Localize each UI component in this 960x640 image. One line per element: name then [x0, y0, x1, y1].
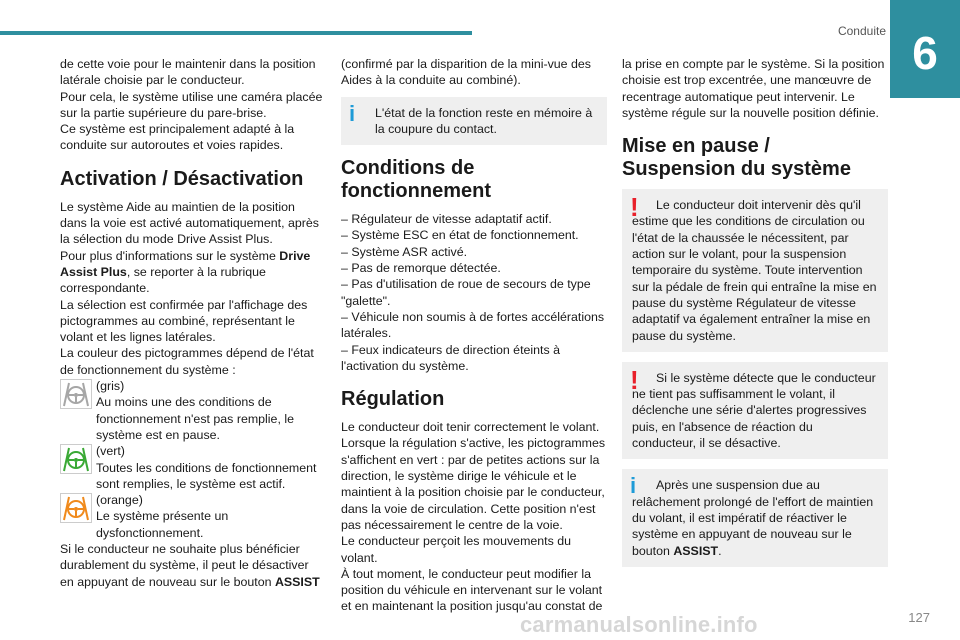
- paragraph-reg-1: Le conducteur doit tenir correctement le volant.: [341, 420, 600, 435]
- steering-wheel-lanes-gray-icon: [60, 379, 92, 409]
- state-green-label: (vert): [96, 444, 125, 459]
- steering-wheel-lanes-green-icon: [60, 444, 92, 474]
- paragraph-reg-4: À tout moment, le conducteur peut modifier la position du véhicule en intervenant sur le volant et en maintenant la position jusqu'au constat de: [341, 566, 603, 614]
- list-item: – Feux indicateurs de direction éteints à l'activation du système.: [341, 342, 561, 373]
- column-3: [622, 56, 888, 577]
- paragraph-more-info: Pour plus d'informations sur le système Drive Assist Plus, se reporter à la rubrique correspondante.: [60, 248, 311, 296]
- list-item: – Pas d'utilisation de roue de secours de type "galette".: [341, 277, 591, 308]
- state-green-text: Toutes les conditions de fonctionnement sont remplies, le système est actif.: [96, 460, 317, 491]
- chapter-tab: 6: [890, 0, 960, 98]
- watermark: carmanualsonline.info: [520, 612, 758, 637]
- intro-line-1: de cette voie pour le maintenir dans la position latérale choisie par le conducteur.: [60, 57, 316, 88]
- info-note-text: Après une suspension due au relâchement prolongé de l'effort de maintien du volant, il est impératif de réactiver le système en appuyant de nouveau sur le bouton ASSIST.: [632, 478, 874, 558]
- list-item: – Véhicule non soumis à de fortes accélérations latérales.: [341, 309, 605, 341]
- intro-line-3: Ce système est principalement adapté à la conduite sur autoroutes et voies rapides.: [60, 122, 295, 153]
- conditions-list: [341, 211, 607, 374]
- paragraph-reg-3: Le conducteur perçoit les mouvements du volant.: [341, 534, 572, 565]
- heading-pause: Mise en pause / Suspension du système: [622, 135, 851, 181]
- list-item: – Régulateur de vitesse adaptatif actif.: [341, 212, 552, 227]
- list-item: – Pas de remorque détectée.: [341, 261, 501, 276]
- warning-note-text: Si le système détecte que le conducteur ne tient pas suffisamment le volant, il déclenche une série d'alertes progressives puis, en l'absence de réaction du conducteur, il se désactive.: [632, 370, 876, 451]
- info-note-reactivate: [622, 469, 888, 566]
- assist-button-label: ASSIST: [673, 543, 719, 558]
- page-number: 127: [908, 610, 930, 625]
- state-gray: [60, 378, 324, 443]
- section-title: Conduite: [837, 24, 886, 38]
- warning-note-hands: [622, 362, 888, 459]
- column-1: [60, 56, 324, 590]
- state-gray-label: (gris): [96, 379, 125, 394]
- heading-activation: Activation / Désactivation: [60, 167, 304, 190]
- state-orange-text: Le système présente un dysfonctionnement.: [96, 509, 229, 540]
- heading-conditions: Conditions de fonctionnement: [341, 157, 491, 203]
- state-green: [60, 443, 324, 492]
- intro-line-2: Pour cela, le système utilise une caméra placée sur la partie supérieure du pare-brise.: [60, 89, 323, 120]
- list-item: – Système ESC en état de fonctionnement.: [341, 228, 579, 243]
- paragraph-confirmed: (confirmé par la disparition de la mini-vue des Aides à la conduite au combiné).: [341, 57, 591, 88]
- heading-regulation: Régulation: [341, 388, 445, 411]
- steering-wheel-lanes-orange-icon: [60, 493, 92, 523]
- drive-assist-plus-label: Drive Assist Plus: [60, 248, 311, 279]
- state-orange-label: (orange): [96, 493, 143, 508]
- paragraph-reg-2: Lorsque la régulation s'active, les pictogrammes s'affichent en vert : par de petites actions sur la direction, le système dirige le véhicule et le maintient à la position choisie par le conducteur, dans la voie de circulation. Cette position n'est pas nécessairement le centre de la voie.: [341, 436, 606, 532]
- paragraph-deactivate: Si le conducteur ne souhaite plus bénéficier durablement du système, il peut le désactiver en appuyant de nouveau sur le bouton ASSIST: [60, 542, 320, 589]
- info-icon: i: [349, 100, 356, 126]
- state-gray-text: Au moins une des conditions de fonctionnement n'est pas remplie, le système est en pause.: [96, 395, 294, 442]
- assist-button-label: ASSIST: [274, 574, 320, 589]
- paragraph-confirmation: La sélection est confirmée par l'affichage des pictogrammes au combiné, représentant le volant et les lignes latérales.: [60, 297, 308, 345]
- info-note-memory: [341, 97, 607, 146]
- warning-icon: !: [630, 364, 639, 395]
- list-item: – Système ASR activé.: [341, 244, 468, 259]
- warning-icon: !: [630, 192, 639, 223]
- paragraph-recentering: la prise en compte par le système. Si la position choisie est trop excentrée, une manœuvre de recentrage automatique peut intervenir. Le système régule sur la nouvelle position définie.: [622, 57, 885, 120]
- info-note-text: L'état de la fonction reste en mémoire à la coupure du contact.: [375, 105, 593, 136]
- warning-note-intervene: [622, 189, 888, 352]
- paragraph-activation: Le système Aide au maintien de la position dans la voie est activé automatiquement, après la sélection du mode Drive Assist Plus.: [60, 199, 319, 247]
- column-2: [341, 56, 607, 615]
- header-bar: [0, 31, 472, 35]
- info-icon: i: [630, 473, 637, 499]
- warning-note-text: Le conducteur doit intervenir dès qu'il estime que les conditions de circulation ou l'état de la chaussée le nécessitent, par action sur le volant, pour la suspension temporaire du système. Toute intervention sur la pédale de frein qui entraîne la mise en pause du système Régulateur de vitesse adaptatif va également entraîner la mise en pause du système.: [632, 198, 877, 343]
- paragraph-color: La couleur des pictogrammes dépend de l'état de fonctionnement du système :: [60, 346, 314, 377]
- state-orange: [60, 492, 324, 541]
